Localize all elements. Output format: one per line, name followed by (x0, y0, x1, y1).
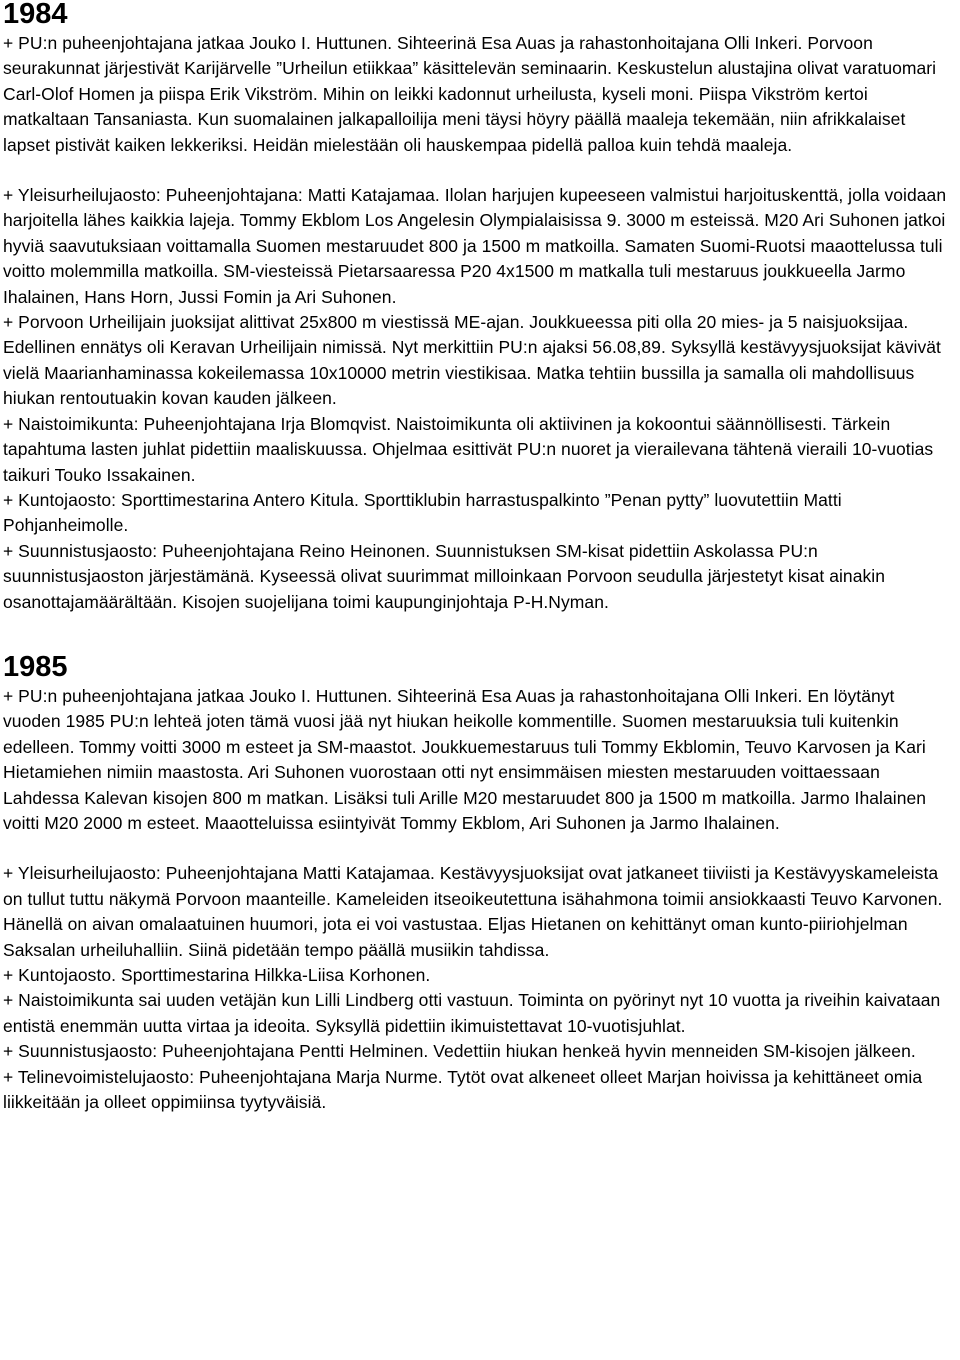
paragraph-board: + PU:n puheenjohtajana jatkaa Jouko I. Huttunen. Sihteerinä Esa Auas ja rahastonhoitajana Olli Inkeri. En löytänyt vuoden 1985 PU:n lehteä joten tämä vuosi jää nyt hiukan heikolle kommentille. Suomen mestaruuksia tuli kuitenkin edelleen. Tommy voitti 3000 m esteet ja SM-maastot. Joukkuemestaruus tuli Tommy Ekblomin, Teuvo Karvosen ja Kari Hietamiehen nimiin maastosta. Ari Suhonen vuorostaan otti nyt ensimmäisen miesten mestaruuden voittaessaan Lahdessa Kalevan kisojen 800 m matkan. Lisäksi tuli Arille M20 mestaruudet 800 ja 1500 m matkoilla. Jarmo Ihalainen voitti M20 2000 m esteet. Maaotteluissa esiintyivät Tommy Ekblom, Ari Suhonen ja Jarmo Ihalainen. (3, 685, 927, 833)
paragraph-womens-committee: + Naistoimikunta: Puheenjohtajana Irja Blomqvist. Naistoimikunta oli aktiivinen ja kokoontui säännöllisesti. Tärkein tapahtuma lasten juhlat pidettiin maaliskuussa. Ohjelmaa esittivät PU:n nuoret ja vierailevana tähtenä vieraili 10-vuotias taikuri Touko Issakainen. (3, 413, 934, 485)
year-heading: 1985 (3, 650, 68, 683)
paragraph-fitness-committee: + Kuntojaosto. Sporttimestarina Hilkka-Liisa Korhonen. (3, 965, 431, 985)
paragraph-orienteering-committee: + Suunnistusjaosto: Puheenjohtajana Pentti Helminen. Vedettiin hiukan henkeä hyvin menneiden SM-kisojen jälkeen. (3, 1041, 916, 1062)
paragraph-athletics-committee: + Yleisurheilujaosto: Puheenjohtajana Matti Katajamaa. Kestävyysjuoksijat ovat jatkaneet tiiviisti ja Kestävyyskameleista on tullut tuttu näkymä Porvoon maanteille. Kameleiden itseoikeutettuna isähahmona toimii ansiokkaasti Teuvo Karvonen. Hänellä on aivan omalaatuinen huumori, jota ei voi vastustaa. Eljas Hietanen on kehittänyt oman kunto-piiriohjelman Saksalan urheiluhalliin. Siinä pidetään tempo päällä musiikin tahdissa. (3, 863, 943, 960)
section-1985 (3, 650, 955, 1116)
document-page (3, 0, 955, 1115)
paragraph-womens-committee: + Naistoimikunta sai uuden vetäjän kun Lilli Lindberg otti vastuun. Toiminta on pyörinyt nyt 10 vuotta ja riveihin kaivataan entistä enemmän uutta virtaa ja ideoita. Syksyllä pidettiin ikimuistettavat 10-vuotisjuhlat. (3, 990, 941, 1036)
paragraph-orienteering-committee: + Suunnistusjaosto: Puheenjohtajana Reino Heinonen. Suunnistuksen SM-kisat pidettiin Askolassa PU:n suunnistusjaoston järjestämänä. Kyseessä olivat suurimmat milloinkaan Porvoon seudulla järjestetyt kisat ainakin osanottajamäärältään. Kisojen suojelijana toimi kaupunginjohtaja P-H.Nyman. (3, 540, 886, 612)
paragraph-spacer (3, 158, 955, 183)
paragraph-board: + PU:n puheenjohtajana jatkaa Jouko I. Huttunen. Sihteerinä Esa Auas ja rahastonhoitajana Olli Inkeri. Porvoon seurakunnat järjestivät Karijärvelle ”Urheilun etiikkaa” käsittelevän seminaarin. Keskustelun alustajina olivat varatuomari Carl-Olof Homen ja piispa Erik Vikström. Mihin on leikki kadonnut urheilusta, kyseli moni. Piispa Vikström kertoi matkaltaan Tansaniasta. Kun suomalainen jalkapalloilija meni täysi höyry päällä maaleja tekemään, niin afrikkalaiset lapset pistivät kaiken lekkeriksi. Heidän mielestään oli hauskempaa pidellä palloa kuin tehdä maaleja. (3, 33, 937, 155)
paragraph-gymnastics-committee: + Telinevoimistelujaosto: Puheenjohtajana Marja Nurme. Tytöt ovat alkeneet olleet Marjan hoivissa ja kehittäneet omia liikkeitään ja olleet oppimiinsa tyytyväisiä. (3, 1066, 923, 1113)
year-heading: 1984 (3, 0, 68, 30)
paragraph-athletics-committee: + Yleisurheilujaosto: Puheenjohtajana: Matti Katajamaa. Ilolan harjujen kupeeseen valmistui harjoituskenttä, jolla voidaan harjoitella lähes kaikkia lajeja. Tommy Ekblom Los Angelesin Olympialaisissa 9. 3000 m esteissä. M20 Ari Suhonen jatkoi hyviä saavutuksiaan voittamalla Suomen mestaruudet 800 ja 1500 m matkoilla. Samaten Suomi-Ruotsi maaottelussa tuli voitto molemmilla matkoilla. SM-viesteissä Pietarsaaressa P20 4x1500 m matkalla tuli mestaruus joukkueella Jarmo Ihalainen, Hans Horn, Jussi Fomin ja Ari Suhonen. (3, 185, 947, 307)
paragraph-spacer (3, 836, 955, 861)
paragraph-fitness-committee: + Kuntojaosto: Sporttimestarina Antero Kitula. Sporttiklubin harrastuspalkinto ”Penan pytty” luovutettiin Matti Pohjanheimolle. (3, 489, 842, 536)
section-1984 (3, 0, 955, 615)
paragraph-relay-record: + Porvoon Urheilijain juoksijat alittivat 25x800 m viestissä ME-ajan. Joukkueessa piti olla 20 mies- ja 5 naisjuoksijaa. Edellinen ennätys oli Keravan Urheilijain nimissä. Nyt merkittiin PU:n ajaksi 56.08,89. Syksyllä kestävyysjuoksijat kävivät vielä Maarianhaminassa kokeilemassa 10x10000 metrin viestikisaa. Matka tehtiin bussilla ja samalla oli mahdollisuus hiukan rentoutuakin kovan kauden jälkeen. (3, 312, 941, 409)
